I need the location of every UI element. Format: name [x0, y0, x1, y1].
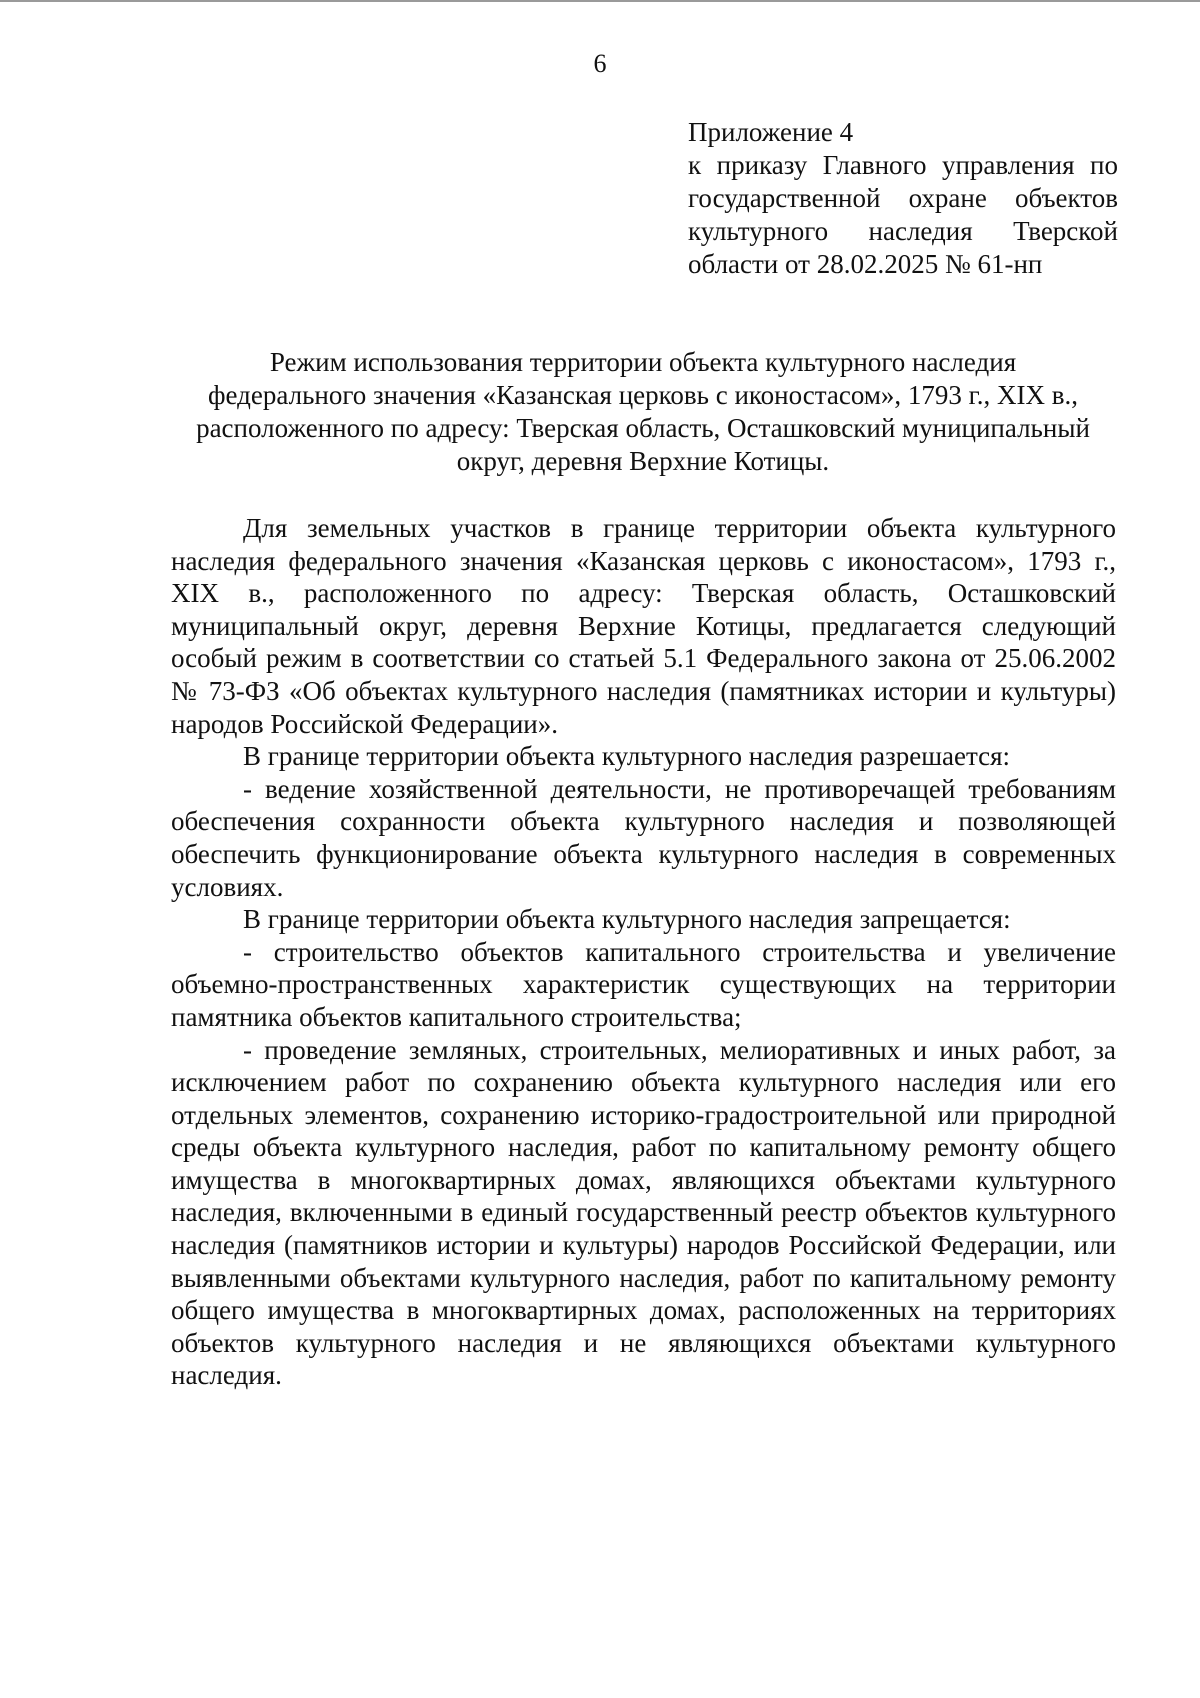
title-line: округ, деревня Верхние Котицы. [456, 446, 830, 476]
title-line: федерального значения «Казанская церковь с иконостасом», 1793 г., XIX в., [208, 380, 1078, 410]
paragraph-allowed-item: - ведение хозяйственной деятельности, не противоречащей требованиям обеспечения сохранности объекта культурного наследия и позволяющей обеспечить функционирование объекта культурного наследия в современных условиях. [171, 773, 1116, 902]
title-line: расположенного по адресу: Тверская область, Осташковский муниципальный [196, 413, 1090, 443]
paragraph-forbidden-heading: В границе территории объекта культурного наследия запрещается: [243, 904, 1011, 935]
scan-edge [0, 0, 1200, 2]
appendix-order-line: к приказу Главного управления по [688, 150, 1118, 180]
appendix-label: Приложение 4 [688, 117, 854, 147]
paragraph-intro: Для земельных участков в границе территории объекта культурного наследия федерального значения «Казанская церковь с иконостасом», 1793 г., XIX в., расположенного по адресу: Тверская область, Осташковский муниципальный округ, деревня Верхние Котицы, предлагается следующий особый режим в соответствии со статьей 5.1 Федерального закона от 25.06.2002 № 73-ФЗ «Об объектах культурного наследия (памятниках истории и культуры) народов Российской Федерации». [171, 513, 1116, 739]
appendix-block [688, 116, 1118, 281]
paragraph-forbidden-item: - строительство объектов капитального строительства и увеличение объемно-пространственных характеристик существующих на территории памятника объектов капитального строительства; [171, 936, 1116, 1032]
document-body [171, 512, 1116, 1392]
title-line: Режим использования территории объекта культурного наследия [269, 347, 1017, 377]
document-title [168, 346, 1118, 478]
paragraph-allowed-heading: В границе территории объекта культурного наследия разрешается: [243, 741, 1011, 772]
paragraph-forbidden-item: - проведение земляных, строительных, мелиоративных и иных работ, за исключением работ по сохранению объекта культурного наследия или его отдельных элементов, сохранению историко-градостроительной или природной среды объекта культурного наследия, работ по капитальному ремонту общего имущества в многоквартирных домах, являющихся объектами культурного наследия, включенными в единый государственный реестр объектов культурного наследия (памятников истории и культуры) народов Российской Федерации, или выявленными объектами культурного наследия, работ по капитальному ремонту общего имущества в многоквартирных домах, расположенных на территориях объектов культурного наследия и не являющихся объектами культурного наследия. [171, 1034, 1116, 1391]
appendix-order-line: государственной охране объектов [688, 183, 1118, 213]
page-number: 6 [593, 49, 607, 78]
appendix-order-line: культурного наследия Тверской [688, 216, 1118, 246]
appendix-order-date: области от 28.02.2025 № 61-нп [688, 249, 1043, 279]
